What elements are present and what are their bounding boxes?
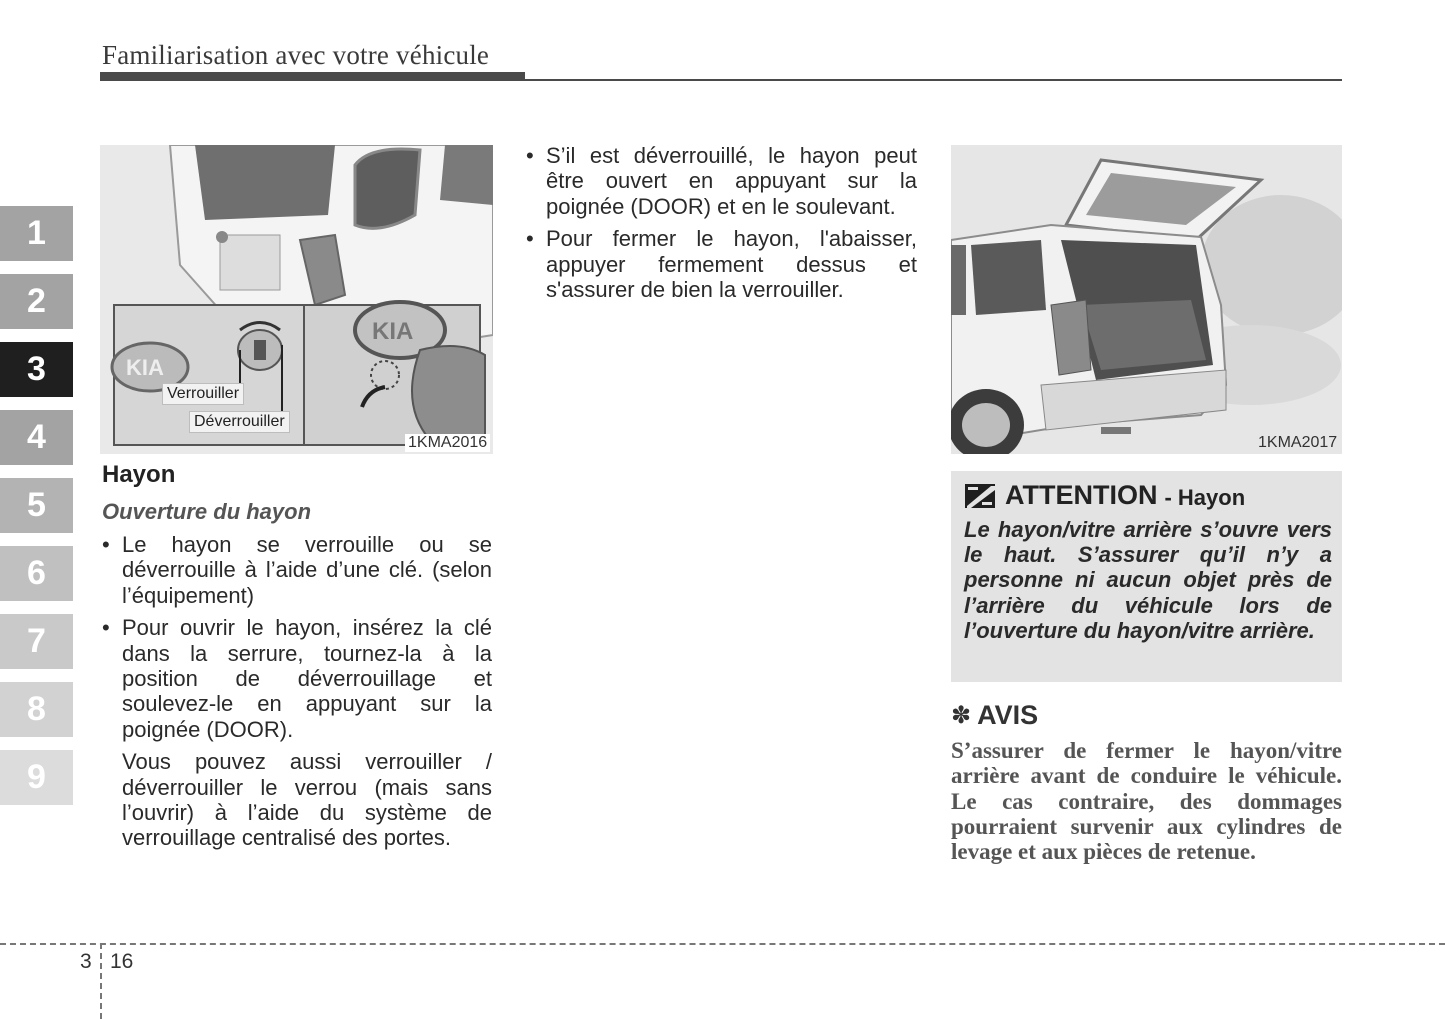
- chapter-tab-8[interactable]: 8: [0, 682, 73, 737]
- figure-code: 1KMA2016: [405, 434, 490, 452]
- continuation-paragraph: Vous pouvez aussi verrouiller / déverrouiller le verrou (mais sans l’ouvrir) à l’aide du système de verrouillage centralisé des portes.: [122, 749, 492, 851]
- header-rule-thick: [100, 72, 525, 81]
- bullet-item: • Pour fermer le hayon, l'abaisser, appuyer fermement dessus et s'assurer de bien la verrouiller.: [526, 226, 917, 302]
- asterisk-icon: ✽: [951, 702, 972, 729]
- subsection-title: Ouverture du hayon: [102, 499, 312, 524]
- page-chapter-number: 3: [80, 950, 92, 973]
- figure-code: 1KMA2017: [1258, 434, 1338, 451]
- bullet-item: • S’il est déverrouillé, le hayon peut être ouvert en appuyant sur la poignée (DOOR) et en le soulevant.: [526, 143, 917, 219]
- label-lock: Verrouiller: [162, 383, 244, 405]
- bullet-item: • Le hayon se verrouille ou se déverrouille à l’aide d’une clé. (selon l’équipement): [102, 532, 492, 608]
- tailgate-lock-illustration: [100, 145, 493, 454]
- chapter-tab-2[interactable]: 2: [0, 274, 73, 329]
- chapter-tab-1[interactable]: 1: [0, 206, 73, 261]
- attention-subtitle: - Hayon: [1164, 484, 1246, 510]
- page-number: 16: [110, 950, 134, 973]
- avis-header: [951, 700, 1038, 731]
- attention-box: [951, 471, 1342, 682]
- attention-header: [965, 480, 1245, 511]
- attention-body: Le hayon/vitre arrière s’ouvre vers le haut. S’assurer qu’il n’y a personne ni aucun objet près de l’arrière du véhicule lors de l’ouverture du hayon/vitre arrière.: [964, 517, 1332, 643]
- label-unlock: Déverrouiller: [189, 411, 290, 433]
- attention-title: ATTENTION: [1005, 480, 1158, 510]
- header-rule-thin: [525, 79, 1342, 81]
- footer-rule: [0, 943, 1445, 945]
- section-title: Hayon: [102, 461, 176, 488]
- chapter-tab-3[interactable]: 3: [0, 342, 73, 397]
- left-column-text: [102, 532, 492, 851]
- chapter-tab-4[interactable]: 4: [0, 410, 73, 465]
- chapter-tab-6[interactable]: 6: [0, 546, 73, 601]
- avis-title: AVIS: [977, 700, 1039, 730]
- svg-text:KIA: KIA: [126, 355, 164, 380]
- running-header: Familiarisation avec votre véhicule: [102, 40, 490, 70]
- bullet-item: • Pour ouvrir le hayon, insérez la clé dans la serrure, tournez-la à la position de déverrouillage et soulevez-le en appuyant sur la poignée (DOOR).: [102, 615, 492, 742]
- footer-divider: [100, 943, 102, 1019]
- svg-text:KIA: KIA: [372, 318, 414, 345]
- middle-column-text: [526, 143, 917, 309]
- warning-icon: [965, 484, 995, 508]
- open-tailgate-drawing: [951, 145, 1342, 454]
- chapter-tab-5[interactable]: 5: [0, 478, 73, 533]
- tailgate-lock-drawing: [100, 145, 493, 454]
- chapter-tab-7[interactable]: 7: [0, 614, 73, 669]
- avis-body: S’assurer de fermer le hayon/vitre arrière avant de conduire le véhicule. Le cas contraire, des dommages pourraient survenir aux cylindres de levage et aux pièces de retenue.: [951, 738, 1342, 865]
- chapter-tab-9[interactable]: 9: [0, 750, 73, 805]
- open-tailgate-illustration: [951, 145, 1342, 454]
